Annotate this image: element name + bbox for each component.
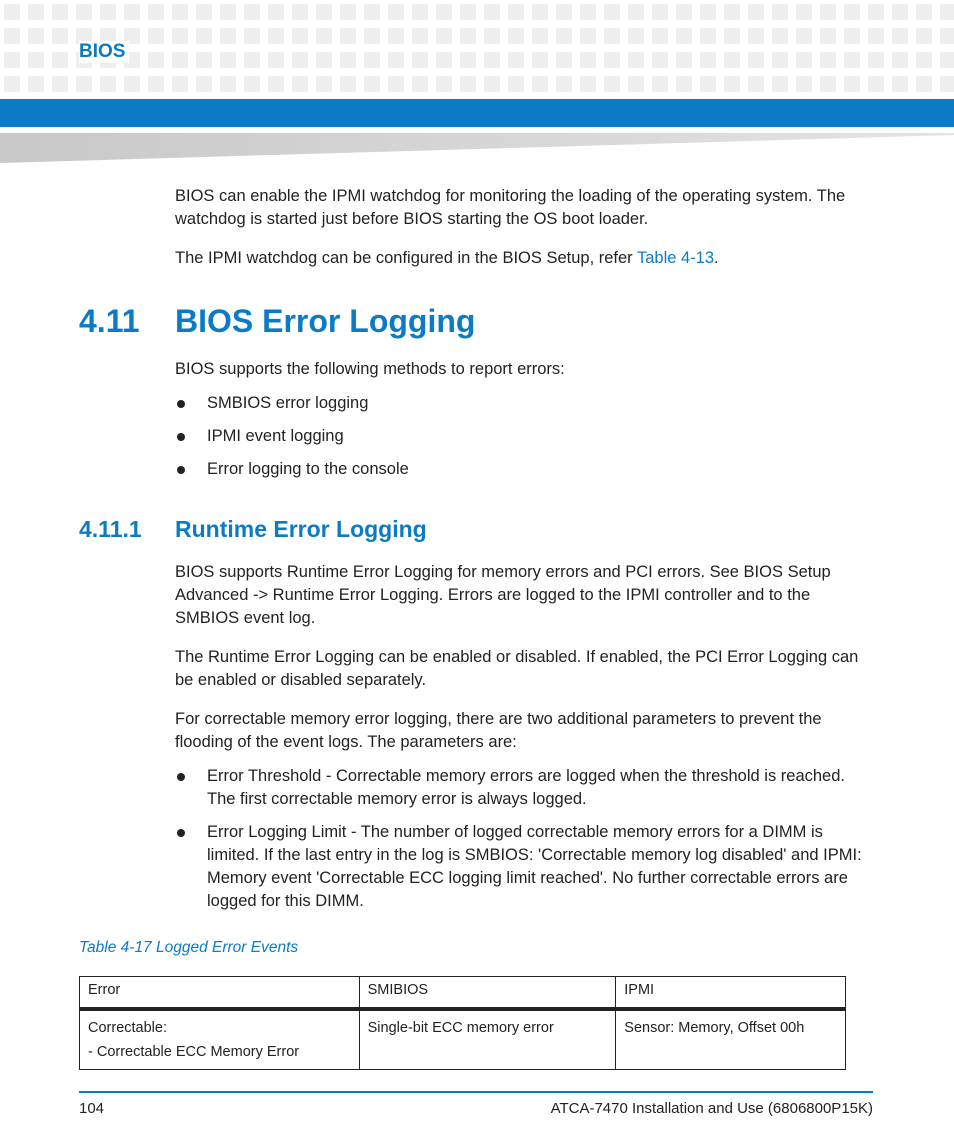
header-tile (628, 52, 644, 68)
header-tile (868, 28, 884, 44)
header-tile (580, 76, 596, 92)
header-tile-row (4, 4, 954, 20)
cell-smbios: Single-bit ECC memory error (359, 1009, 616, 1070)
header-tile (868, 4, 884, 20)
cell-error-line-2: - Correctable ECC Memory Error (88, 1044, 300, 1060)
list-item (175, 392, 875, 415)
header-tile (820, 28, 836, 44)
header-tile (52, 28, 68, 44)
table-header-row (80, 977, 846, 1010)
header-tile (532, 28, 548, 44)
header-tile (4, 28, 20, 44)
header-tile (484, 76, 500, 92)
header-tile (4, 76, 20, 92)
header-tile-pattern (0, 0, 954, 96)
header-tile (28, 52, 44, 68)
list-item-text: SMBIOS error logging (207, 394, 369, 412)
bullet-icon (177, 466, 185, 474)
header-tile (556, 76, 572, 92)
intro-paragraph-2-text: The IPMI watchdog can be configured in the BIOS Setup, refer (175, 249, 637, 267)
header-tile (796, 28, 812, 44)
header-tile (700, 76, 716, 92)
header-tile (580, 28, 596, 44)
header-tile (748, 76, 764, 92)
intro-paragraph-1: BIOS can enable the IPMI watchdog for monitoring the loading of the operating system. The watchdog is started just before BIOS starting the OS boot loader. (175, 187, 846, 228)
subsection-paragraph-1: BIOS supports Runtime Error Logging for memory errors and PCI errors. See BIOS Setup Advanced -> Runtime Error Logging. Errors are logged to the IPMI controller and to the SMBIOS event log. (175, 563, 831, 627)
bullet-icon (177, 400, 185, 408)
header-tile (628, 76, 644, 92)
header-tile (196, 4, 212, 20)
header-tile (508, 76, 524, 92)
list-item-text: Error Logging Limit - The number of logged correctable memory errors for a DIMM is limited. If the last entry in the log is SMBIOS: 'Correctable memory log disabled' and IPMI: Memory event 'Correctable ECC logging limit reached'. No further correctable errors are logged for this DIMM. (207, 823, 862, 910)
header-tile (724, 4, 740, 20)
header-tile (244, 4, 260, 20)
header-tile (844, 76, 860, 92)
header-tile (508, 4, 524, 20)
header-tile (772, 76, 788, 92)
header-tile (220, 52, 236, 68)
header-tile (724, 28, 740, 44)
header-tile (676, 28, 692, 44)
header-tile (268, 76, 284, 92)
header-tile (316, 52, 332, 68)
header-tile (628, 4, 644, 20)
header-tile (148, 52, 164, 68)
subsection-title: Runtime Error Logging (175, 516, 427, 542)
header-tile (892, 28, 908, 44)
header-tile (940, 28, 954, 44)
header-tile (436, 4, 452, 20)
header-tile (340, 28, 356, 44)
cell-error-line-1: Correctable: (88, 1020, 167, 1036)
header-tile (76, 4, 92, 20)
header-tile (484, 52, 500, 68)
header-tile (508, 52, 524, 68)
header-tile-row (4, 76, 954, 92)
header-tile (628, 28, 644, 44)
subsection-body (175, 561, 875, 754)
intro-block (175, 185, 875, 270)
header-tile (4, 52, 20, 68)
header-tile (388, 28, 404, 44)
document-title: ATCA-7470 Installation and Use (6806800P15K) (550, 1100, 873, 1117)
header-tile (196, 76, 212, 92)
header-tile (508, 28, 524, 44)
header-tile (316, 28, 332, 44)
header-tile (916, 28, 932, 44)
header-tile (52, 76, 68, 92)
header-tile (484, 4, 500, 20)
header-tile (220, 4, 236, 20)
header-tile (700, 52, 716, 68)
header-tile (844, 28, 860, 44)
header-tile (700, 4, 716, 20)
header-tile (268, 52, 284, 68)
list-item-text: Error logging to the console (207, 460, 409, 478)
subsection-number: 4.11.1 (79, 516, 142, 542)
cell-ipmi: Sensor: Memory, Offset 00h (616, 1009, 846, 1070)
cell-error (80, 1009, 360, 1070)
section-title: BIOS Error Logging (175, 303, 476, 339)
parameters-list (175, 765, 875, 913)
header-tile (460, 28, 476, 44)
header-tile (676, 4, 692, 20)
header-tile (100, 4, 116, 20)
page-number: 104 (79, 1100, 105, 1117)
section-heading (79, 303, 475, 340)
header-tile (172, 52, 188, 68)
header-tile (196, 28, 212, 44)
bullet-icon (177, 433, 185, 441)
header-tile (268, 28, 284, 44)
header-tile (796, 4, 812, 20)
header-tile (532, 4, 548, 20)
header-tile (772, 4, 788, 20)
header-tile (772, 28, 788, 44)
header-tile (604, 52, 620, 68)
intro-paragraph-2-end: . (714, 249, 719, 267)
header-tile (940, 76, 954, 92)
error-methods-list (175, 392, 875, 481)
header-tile (412, 28, 428, 44)
header-tile (172, 4, 188, 20)
header-tile (364, 28, 380, 44)
header-tile (844, 52, 860, 68)
intro-paragraph-2 (175, 247, 875, 270)
header-tile (364, 4, 380, 20)
column-header-smbios: SMIBIOS (359, 977, 616, 1010)
header-tile (748, 52, 764, 68)
header-tile (556, 52, 572, 68)
header-tile (820, 52, 836, 68)
header-tile (28, 4, 44, 20)
list-item-text: IPMI event logging (207, 427, 344, 445)
header-tile (580, 4, 596, 20)
header-tile (244, 28, 260, 44)
header-blue-bar (0, 99, 954, 127)
list-item (175, 425, 875, 448)
header-tile (700, 28, 716, 44)
header-tile (652, 4, 668, 20)
header-tile (892, 52, 908, 68)
header-tile (676, 76, 692, 92)
header-tile (940, 52, 954, 68)
header-tile (820, 4, 836, 20)
header-tile (844, 4, 860, 20)
header-tile (172, 76, 188, 92)
header-tile (196, 52, 212, 68)
header-tile (148, 76, 164, 92)
header-tile (76, 76, 92, 92)
header-tile (220, 28, 236, 44)
header-tile (292, 76, 308, 92)
logged-error-events-table (79, 976, 846, 1070)
header-tile (532, 52, 548, 68)
running-header-section: BIOS (79, 41, 129, 63)
header-tile (100, 76, 116, 92)
header-tile (796, 76, 812, 92)
header-tile (388, 52, 404, 68)
section-lead: BIOS supports the following methods to report errors: (175, 360, 565, 378)
header-tile (748, 4, 764, 20)
header-tile (316, 4, 332, 20)
header-tile (460, 76, 476, 92)
header-tile (868, 76, 884, 92)
header-tile (52, 4, 68, 20)
header-tile (748, 28, 764, 44)
header-tile (388, 4, 404, 20)
footer-rule (79, 1091, 873, 1093)
header-tile (340, 76, 356, 92)
column-header-ipmi: IPMI (616, 977, 846, 1010)
header-tile (556, 4, 572, 20)
bullet-icon (177, 829, 185, 837)
header-tile (244, 52, 260, 68)
header-tile (724, 52, 740, 68)
header-tile (916, 52, 932, 68)
header-tile (556, 28, 572, 44)
header-tile (388, 76, 404, 92)
header-tile (52, 52, 68, 68)
header-tile (412, 52, 428, 68)
header-tile (364, 76, 380, 92)
header-tile (796, 52, 812, 68)
header-tile (292, 4, 308, 20)
table-row (80, 1009, 846, 1070)
header-tile (484, 28, 500, 44)
header-tile (148, 28, 164, 44)
header-tile (892, 76, 908, 92)
header-tile-row (4, 28, 954, 44)
header-tile (772, 52, 788, 68)
header-tile (652, 76, 668, 92)
header-tile (340, 4, 356, 20)
subsection-paragraph-3: For correctable memory error logging, there are two additional parameters to prevent the flooding of the event logs. The parameters are: (175, 710, 822, 751)
header-tile (916, 4, 932, 20)
header-tile (28, 28, 44, 44)
header-tile (292, 52, 308, 68)
header-tile (604, 28, 620, 44)
header-tile (4, 4, 20, 20)
header-tile (676, 52, 692, 68)
header-tile (868, 52, 884, 68)
header-tile (652, 52, 668, 68)
header-tile (892, 4, 908, 20)
subsection-heading (79, 516, 427, 543)
header-tile (436, 52, 452, 68)
table-caption: Table 4-17 Logged Error Events (79, 939, 299, 956)
header-tile (460, 52, 476, 68)
header-tile (124, 76, 140, 92)
list-item (175, 821, 875, 913)
section-number: 4.11 (79, 303, 140, 339)
header-tile (412, 76, 428, 92)
list-item-text: Error Threshold - Correctable memory errors are logged when the threshold is reached. The first correctable memory error is always logged. (207, 767, 845, 808)
header-tile (412, 4, 428, 20)
header-tile (124, 4, 140, 20)
header-tile (28, 76, 44, 92)
header-tile (604, 76, 620, 92)
header-tile (436, 76, 452, 92)
header-tile (364, 52, 380, 68)
header-tile (316, 76, 332, 92)
header-tile-row (4, 52, 954, 68)
header-tile (268, 4, 284, 20)
header-tile (460, 4, 476, 20)
header-tile (172, 28, 188, 44)
header-tile (532, 76, 548, 92)
header-tile (244, 76, 260, 92)
header-tile (604, 4, 620, 20)
header-tile (916, 76, 932, 92)
header-tile (340, 52, 356, 68)
header-tile (724, 76, 740, 92)
header-tile (580, 52, 596, 68)
header-tile (652, 28, 668, 44)
table-4-13-link[interactable]: Table 4-13 (636, 249, 715, 267)
header-tile (436, 28, 452, 44)
column-header-error: Error (80, 977, 360, 1010)
header-tile (148, 4, 164, 20)
list-item (175, 458, 875, 481)
header-tile (820, 76, 836, 92)
header-tile (940, 4, 954, 20)
header-tile (220, 76, 236, 92)
list-item (175, 765, 875, 811)
bullet-icon (177, 773, 185, 781)
header-tile (292, 28, 308, 44)
subsection-paragraph-2: The Runtime Error Logging can be enabled or disabled. If enabled, the PCI Error Logging can be enabled or disabled separately. (175, 648, 859, 689)
header-gray-wedge (0, 133, 954, 163)
